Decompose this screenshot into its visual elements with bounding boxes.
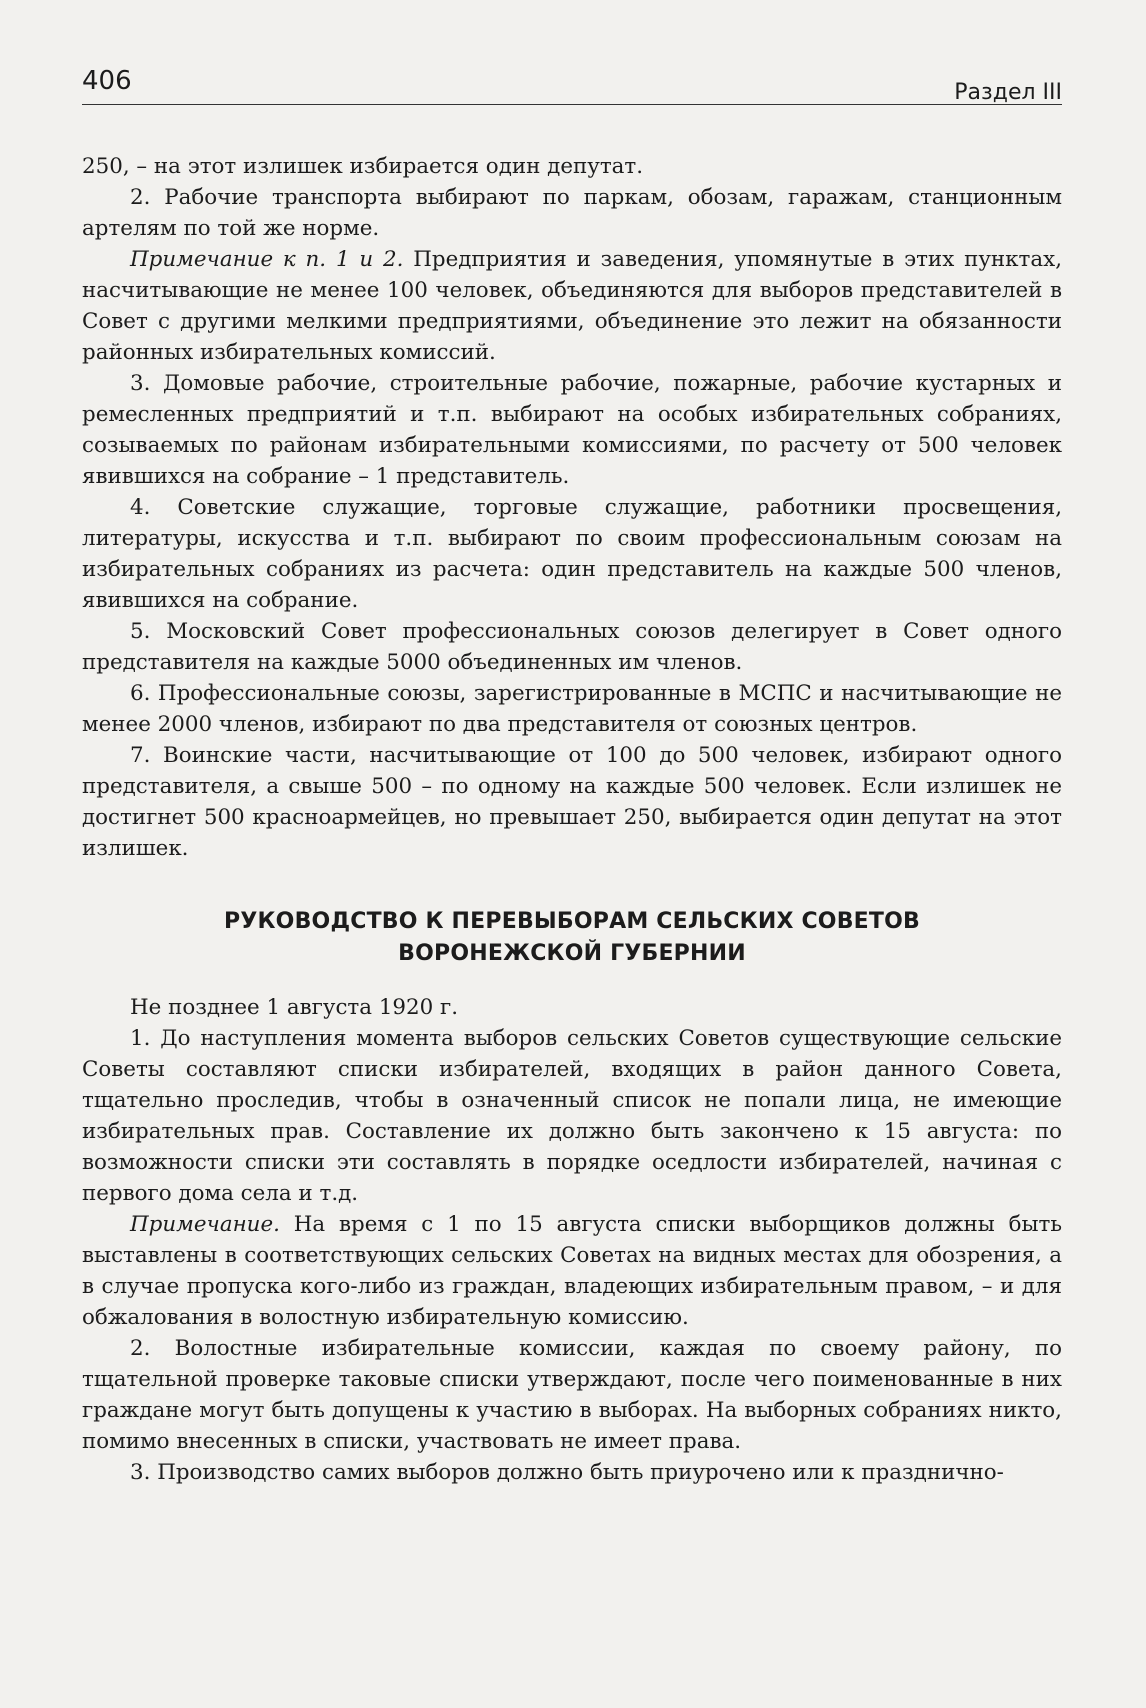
section-title: Раздел III	[954, 80, 1062, 105]
note-2-text: На время с 1 по 15 августа списки выборщиков должны быть выставлены в соответствующих сельских Советах на видных местах для обозрения, а в случае пропуска кого-либо из граждан, владеющих избирательным правом, – и для обжалования в волостную избирательную комиссию.	[82, 1212, 1062, 1330]
heading-line-1: РУКОВОДСТВО К ПЕРЕВЫБОРАМ СЕЛЬСКИХ СОВЕТОВ	[224, 909, 920, 934]
paragraph-item-7: 7. Воинские части, насчитывающие от 100 до 500 человек, избирают одного представителя, а свыше 500 – по одному на каждые 500 человек. Если излишек не достигнет 500 красноармейцев, но превышает 250, выбирается один депутат на этот излишек.	[82, 743, 1062, 861]
paragraph-item-5: 5. Московский Совет профессиональных союзов делегирует в Совет одного представителя на каждые 5000 объединенных им членов.	[82, 619, 1062, 675]
paragraph-rule-3: 3. Производство самих выборов должно быть приурочено или к празднично-	[130, 1460, 1004, 1485]
body-text	[82, 151, 1062, 1488]
heading-line-2: ВОРОНЕЖСКОЙ ГУБЕРНИИ	[398, 941, 746, 966]
paragraph-rule-2: 2. Волостные избирательные комиссии, каждая по своему району, по тщательной проверке таковые списки утверждают, после чего поименованные в них граждане могут быть допущены к участию в выборах. На выборных собраниях никто, помимо внесенных в списки, участвовать не имеет права.	[82, 1336, 1062, 1454]
section-heading	[82, 906, 1062, 970]
date-line: Не позднее 1 августа 1920 г.	[130, 995, 459, 1020]
paragraph-continuation: 250, – на этот излишек избирается один депутат.	[82, 154, 644, 179]
paragraph-item-4: 4. Советские служащие, торговые служащие, работники просвещения, литературы, искусства и т.п. выбирают по своим профессиональным союзам на избирательных собраниях из расчета: один представитель на каждые 500 членов, явившихся на собрание.	[82, 495, 1062, 613]
paragraph-rule-1: 1. До наступления момента выборов сельских Советов существующие сельские Советы составляют списки избирателей, входящих в район данного Совета, тщательно проследив, чтобы в означенный список не попали лица, не имеющие избирательных прав. Составление их должно быть закончено к 15 августа: по возможности списки эти составлять в порядке оседлости избирателей, начиная с первого дома села и т.д.	[82, 1026, 1062, 1206]
note-text: Предприятия и заведения, упомянутые в этих пунктах, насчитывающие не менее 100 человек, объединяются для выборов представителей в Совет с другими мелкими предприятиями, объединение это лежит на обязанности районных избирательных комиссий.	[82, 247, 1063, 365]
page-number: 406	[82, 66, 132, 96]
page-header	[82, 60, 1062, 105]
document-page	[82, 60, 1062, 1488]
paragraph-note-2	[82, 1209, 1062, 1333]
paragraph-item-3: 3. Домовые рабочие, строительные рабочие, пожарные, рабочие кустарных и ремесленных предприятий и т.п. выбирают на особых избирательных собраниях, созываемых по районам избирательными комиссиями, по расчету от 500 человек явившихся на собрание – 1 представитель.	[82, 371, 1062, 489]
paragraph-note	[82, 244, 1062, 368]
paragraph-item-6: 6. Профессиональные союзы, зарегистрированные в МСПС и насчитывающие не менее 2000 членов, избирают по два представителя от союзных центров.	[82, 681, 1062, 737]
note-lead: Примечание к п. 1 и 2.	[130, 247, 404, 272]
note-2-lead: Примечание.	[130, 1212, 280, 1237]
paragraph-item-2: 2. Рабочие транспорта выбирают по паркам, обозам, гаражам, станционным артелям по той же норме.	[82, 185, 1062, 241]
